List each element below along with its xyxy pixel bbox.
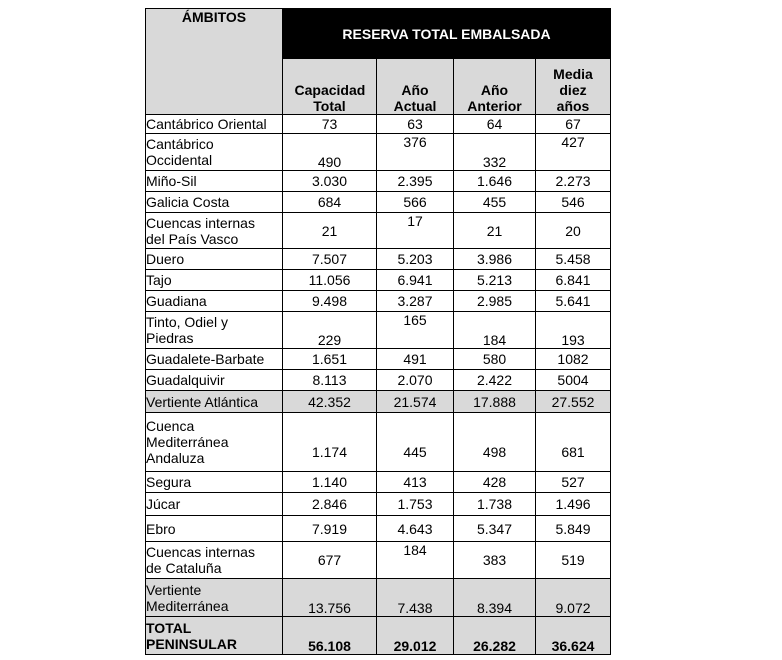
- total-row: [146, 617, 611, 655]
- row-name: Tajo: [146, 270, 283, 291]
- table-row: [146, 213, 611, 249]
- media-value: 681: [536, 413, 611, 472]
- anterior-value: 2.985: [454, 291, 536, 312]
- row-name: Cantábrico Occidental: [146, 134, 283, 171]
- table-row: [146, 413, 611, 472]
- table-row: [146, 516, 611, 542]
- anterior-value: 455: [454, 192, 536, 213]
- col-ano-actual: Año Actual: [377, 59, 454, 115]
- row-name: Cantábrico Oriental: [146, 115, 283, 134]
- anterior-value: 383: [454, 542, 536, 579]
- capacidad-value: 1.140: [283, 472, 377, 493]
- media-value: 519: [536, 542, 611, 579]
- row-name: Tinto, Odiel y Piedras: [146, 312, 283, 349]
- actual-value: 17: [377, 213, 454, 249]
- table-row: [146, 115, 611, 134]
- actual-value: 165: [377, 312, 454, 349]
- media-value: 5.849: [536, 516, 611, 542]
- actual-value: 3.287: [377, 291, 454, 312]
- capacidad-value: 13.756: [283, 579, 377, 617]
- table-row: [146, 493, 611, 516]
- anterior-value: 428: [454, 472, 536, 493]
- table-row: [146, 192, 611, 213]
- anterior-value: 3.986: [454, 249, 536, 270]
- media-value: 546: [536, 192, 611, 213]
- anterior-value: 5.347: [454, 516, 536, 542]
- row-name: Segura: [146, 472, 283, 493]
- capacidad-value: 11.056: [283, 270, 377, 291]
- row-name: TOTAL PENINSULAR: [146, 617, 283, 655]
- anterior-value: 580: [454, 349, 536, 370]
- subtotal-row: [146, 391, 611, 413]
- table-row: [146, 349, 611, 370]
- actual-value: 2.070: [377, 370, 454, 391]
- capacidad-value: 684: [283, 192, 377, 213]
- anterior-value: 332: [454, 134, 536, 171]
- media-value: 2.273: [536, 171, 611, 192]
- media-value: 20: [536, 213, 611, 249]
- capacidad-value: 73: [283, 115, 377, 134]
- media-value: 5.458: [536, 249, 611, 270]
- row-name: Cuenca Mediterránea Andaluza: [146, 413, 283, 472]
- actual-value: 491: [377, 349, 454, 370]
- capacidad-value: 42.352: [283, 391, 377, 413]
- anterior-value: 498: [454, 413, 536, 472]
- capacidad-value: 229: [283, 312, 377, 349]
- media-value: 5.641: [536, 291, 611, 312]
- media-value: 9.072: [536, 579, 611, 617]
- actual-value: 4.643: [377, 516, 454, 542]
- media-value: 6.841: [536, 270, 611, 291]
- table-row: [146, 312, 611, 349]
- actual-value: 29.012: [377, 617, 454, 655]
- table-row: [146, 171, 611, 192]
- actual-value: 5.203: [377, 249, 454, 270]
- table-row: [146, 370, 611, 391]
- subtotal-row: [146, 579, 611, 617]
- row-name: Miño-Sil: [146, 171, 283, 192]
- row-name: Guadiana: [146, 291, 283, 312]
- media-value: 527: [536, 472, 611, 493]
- media-value: 36.624: [536, 617, 611, 655]
- col-capacidad-total: Capacidad Total: [283, 59, 377, 115]
- actual-value: 413: [377, 472, 454, 493]
- capacidad-value: 3.030: [283, 171, 377, 192]
- anterior-value: 21: [454, 213, 536, 249]
- media-value: 27.552: [536, 391, 611, 413]
- table-row: [146, 270, 611, 291]
- capacidad-value: 9.498: [283, 291, 377, 312]
- anterior-value: 26.282: [454, 617, 536, 655]
- actual-value: 184: [377, 542, 454, 579]
- table-row: [146, 134, 611, 171]
- anterior-value: 5.213: [454, 270, 536, 291]
- anterior-value: 1.646: [454, 171, 536, 192]
- actual-value: 63: [377, 115, 454, 134]
- media-value: 67: [536, 115, 611, 134]
- media-value: 1082: [536, 349, 611, 370]
- capacidad-value: 21: [283, 213, 377, 249]
- table-row: [146, 291, 611, 312]
- actual-value: 376: [377, 134, 454, 171]
- row-name: Guadalquivir: [146, 370, 283, 391]
- actual-value: 1.753: [377, 493, 454, 516]
- col-ano-anterior: Año Anterior: [454, 59, 536, 115]
- actual-value: 6.941: [377, 270, 454, 291]
- media-value: 193: [536, 312, 611, 349]
- actual-value: 2.395: [377, 171, 454, 192]
- capacidad-value: 490: [283, 134, 377, 171]
- row-name: Cuencas internas de Cataluña: [146, 542, 283, 579]
- media-value: 5004: [536, 370, 611, 391]
- row-name: Duero: [146, 249, 283, 270]
- anterior-value: 1.738: [454, 493, 536, 516]
- capacidad-value: 7.507: [283, 249, 377, 270]
- anterior-value: 17.888: [454, 391, 536, 413]
- row-name: Júcar: [146, 493, 283, 516]
- col-media-diez-anos: Media diez años: [536, 59, 611, 115]
- capacidad-value: 56.108: [283, 617, 377, 655]
- anterior-value: 8.394: [454, 579, 536, 617]
- capacidad-value: 1.174: [283, 413, 377, 472]
- actual-value: 7.438: [377, 579, 454, 617]
- reserva-total-header: RESERVA TOTAL EMBALSADA: [283, 9, 611, 59]
- table-row: [146, 249, 611, 270]
- anterior-value: 64: [454, 115, 536, 134]
- table-row: [146, 542, 611, 579]
- anterior-value: 2.422: [454, 370, 536, 391]
- actual-value: 445: [377, 413, 454, 472]
- capacidad-value: 1.651: [283, 349, 377, 370]
- actual-value: 566: [377, 192, 454, 213]
- capacidad-value: 7.919: [283, 516, 377, 542]
- actual-value: 21.574: [377, 391, 454, 413]
- anterior-value: 184: [454, 312, 536, 349]
- media-value: 1.496: [536, 493, 611, 516]
- row-name: Vertiente Atlántica: [146, 391, 283, 413]
- media-value: 427: [536, 134, 611, 171]
- row-name: Ebro: [146, 516, 283, 542]
- capacidad-value: 8.113: [283, 370, 377, 391]
- row-name: Vertiente Mediterránea: [146, 579, 283, 617]
- row-name: Cuencas internas del País Vasco: [146, 213, 283, 249]
- capacidad-value: 677: [283, 542, 377, 579]
- row-name: Galicia Costa: [146, 192, 283, 213]
- row-name: Guadalete-Barbate: [146, 349, 283, 370]
- table-row: [146, 472, 611, 493]
- ambitos-header: ÁMBITOS: [146, 9, 283, 115]
- reservoir-table: [145, 8, 611, 655]
- capacidad-value: 2.846: [283, 493, 377, 516]
